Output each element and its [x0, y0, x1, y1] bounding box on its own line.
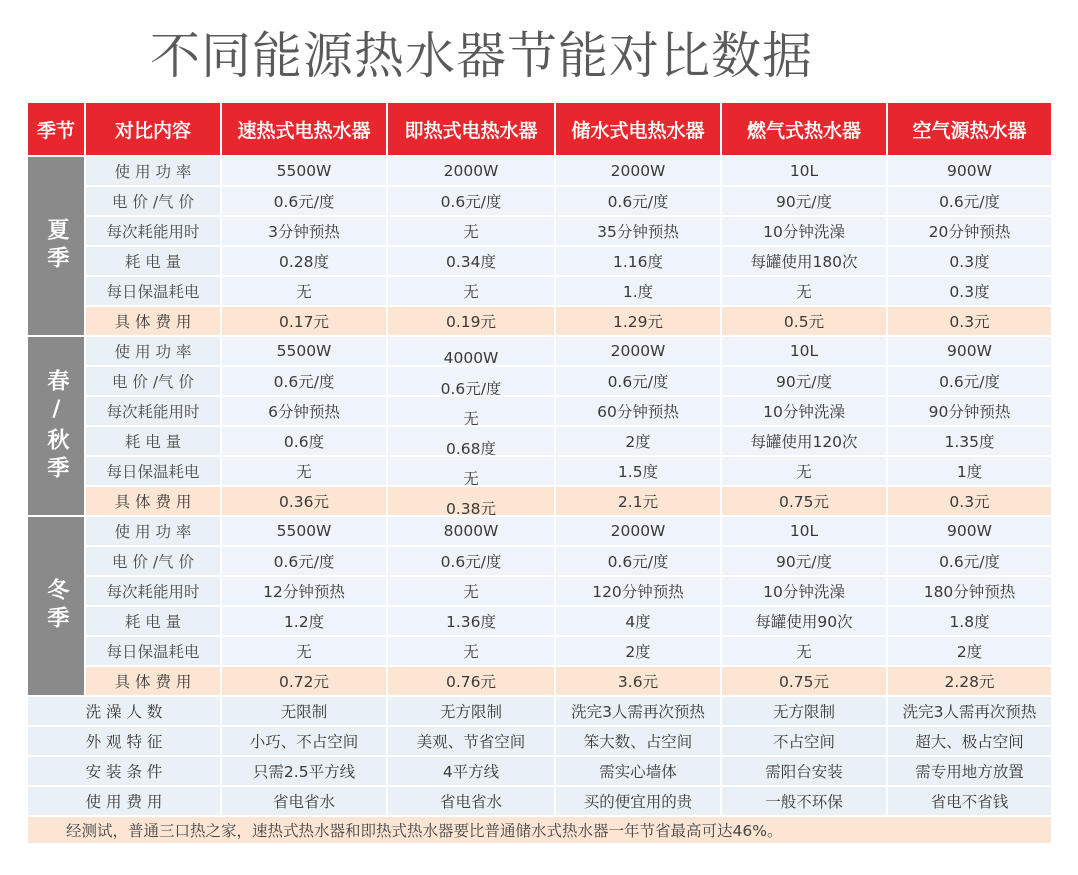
header-cell: 空气源热水器	[888, 103, 1051, 155]
table-cell	[722, 307, 886, 335]
table-cell: 超大、极占空间	[888, 727, 1051, 755]
cell-value: 10L	[789, 342, 819, 360]
cell-value: 无	[296, 283, 312, 301]
table-cell	[888, 547, 1051, 575]
table-cell: 需阳台安装	[722, 757, 886, 785]
season-name: 冬季	[43, 578, 69, 634]
cell-value: 2.28元	[944, 673, 995, 691]
cell-value: 无	[463, 643, 479, 661]
cell-value: 0.76元	[445, 673, 496, 691]
cell-value: 2度	[625, 643, 651, 661]
cell-value: 0.6度	[283, 433, 325, 451]
table-cell	[888, 157, 1051, 185]
cell-value: 2度	[625, 433, 651, 451]
table-cell	[556, 277, 720, 305]
table-cell	[556, 547, 720, 575]
row-label: 每日保温耗电	[86, 637, 220, 665]
cell-value: 90元/度	[776, 553, 832, 571]
table-cell	[388, 637, 554, 665]
table-cell	[556, 217, 720, 245]
row-label: 每次耗能用时	[86, 577, 220, 605]
cell-value: 0.6元/度	[607, 553, 669, 571]
table-cell	[222, 487, 386, 515]
table-cell	[388, 397, 554, 425]
table-cell	[222, 547, 386, 575]
table-cell: 不占空间	[722, 727, 886, 755]
table-cell	[556, 427, 720, 455]
table-cell	[222, 517, 386, 545]
cell-value: 1.35度	[944, 433, 995, 451]
row-label: 每日保温耗电	[86, 457, 220, 485]
table-cell	[556, 247, 720, 275]
table-cell	[388, 607, 554, 635]
header-cell: 即热式电热水器	[388, 103, 554, 155]
cell-value: 0.6元/度	[607, 193, 669, 211]
cell-value: 1.8度	[949, 613, 990, 631]
cell-value: 90元/度	[776, 373, 832, 391]
table-cell: 省电不省钱	[888, 787, 1051, 815]
table-cell	[222, 397, 386, 425]
cell-value: 1度	[956, 463, 983, 481]
table-cell	[888, 517, 1051, 545]
cell-value: 无	[463, 583, 479, 601]
table-cell	[222, 637, 386, 665]
cell-value: 6分钟预热	[268, 403, 340, 421]
cell-value: 900W	[947, 162, 992, 180]
table-cell	[388, 367, 554, 395]
extra-row-label: 外 观 特 征	[28, 727, 220, 755]
table-cell	[388, 157, 554, 185]
table-cell	[222, 307, 386, 335]
cell-value: 0.28度	[278, 253, 329, 271]
table-cell	[722, 397, 886, 425]
table-cell	[556, 367, 720, 395]
table-cell: 洗完3人需再次预热	[556, 697, 720, 725]
cell-value: 每罐使用120次	[750, 433, 858, 451]
table-cell: 笨大数、占空间	[556, 727, 720, 755]
table-cell: 省电省水	[222, 787, 386, 815]
table-cell: 4平方线	[388, 757, 554, 785]
table-cell	[222, 277, 386, 305]
cell-value: 0.6元/度	[939, 373, 1000, 391]
footnote: 经测试，普通三口热之家，速热式热水器和即热式热水器要比普通储水式热水器一年节省最高可达46%。	[28, 817, 1051, 843]
cell-value: 5500W	[276, 522, 332, 540]
header-cell: 储水式电热水器	[556, 103, 720, 155]
extra-row-label: 洗 澡 人 数	[28, 697, 220, 725]
cell-value: 90元/度	[776, 193, 832, 211]
cell-value: 900W	[947, 342, 992, 360]
table-cell	[222, 457, 386, 485]
table-cell	[722, 187, 886, 215]
table-cell	[222, 157, 386, 185]
table-cell	[722, 457, 886, 485]
header-cell: 季节	[28, 103, 84, 155]
cell-value: 0.6元/度	[440, 193, 502, 211]
table-cell: 小巧、不占空间	[222, 727, 386, 755]
table-cell	[388, 547, 554, 575]
table-cell	[388, 517, 554, 545]
cell-value: 900W	[947, 522, 992, 540]
cell-value: 无	[463, 470, 479, 485]
row-label: 耗 电 量	[86, 607, 220, 635]
cell-value: 8000W	[443, 522, 499, 540]
table-cell	[888, 637, 1051, 665]
table-cell	[722, 637, 886, 665]
table-cell	[722, 667, 886, 695]
table-cell: 无限制	[222, 697, 386, 725]
cell-value: 0.3度	[949, 253, 990, 271]
table-cell: 需专用地方放置	[888, 757, 1051, 785]
cell-value: 1.36度	[445, 613, 496, 631]
cell-value: 0.6元/度	[273, 553, 335, 571]
row-label: 使 用 功 率	[86, 517, 220, 545]
cell-value: 0.6元/度	[440, 553, 502, 571]
table-cell	[388, 667, 554, 695]
season-label	[28, 517, 84, 695]
table-cell	[888, 577, 1051, 605]
table-cell	[388, 307, 554, 335]
header-cell: 对比内容	[86, 103, 220, 155]
table-cell	[722, 487, 886, 515]
cell-value: 0.6元/度	[607, 373, 669, 391]
table-cell	[888, 487, 1051, 515]
row-label: 每次耗能用时	[86, 217, 220, 245]
table-cell	[722, 277, 886, 305]
cell-value: 0.3元	[949, 313, 990, 331]
table-cell	[722, 577, 886, 605]
table-cell	[722, 157, 886, 185]
table-cell	[222, 187, 386, 215]
cell-value: 无	[296, 463, 312, 481]
cell-value: 0.6元/度	[939, 193, 1000, 211]
cell-value: 1.29元	[612, 313, 663, 331]
table-cell	[888, 457, 1051, 485]
row-label: 耗 电 量	[86, 247, 220, 275]
table-cell	[556, 487, 720, 515]
cell-value: 3分钟预热	[268, 223, 340, 241]
table-cell: 一般不环保	[722, 787, 886, 815]
table-cell	[388, 277, 554, 305]
cell-value: 0.17元	[278, 313, 329, 331]
season-label	[28, 157, 84, 335]
table-cell	[388, 457, 554, 485]
table-cell	[556, 157, 720, 185]
row-label: 每次耗能用时	[86, 397, 220, 425]
table-cell	[888, 187, 1051, 215]
table-cell	[556, 667, 720, 695]
table-cell	[888, 337, 1051, 365]
table-cell	[722, 247, 886, 275]
cell-value: 无	[796, 283, 812, 301]
table-cell: 美观、节省空间	[388, 727, 554, 755]
table-cell	[556, 397, 720, 425]
table-cell	[556, 307, 720, 335]
cell-value: 0.5元	[783, 313, 825, 331]
table-cell	[222, 577, 386, 605]
table-cell	[388, 187, 554, 215]
table-cell	[388, 427, 554, 455]
extra-row-label: 使 用 费 用	[28, 787, 220, 815]
row-label: 使 用 功 率	[86, 337, 220, 365]
table-cell: 省电省水	[388, 787, 554, 815]
table-cell: 需实心墙体	[556, 757, 720, 785]
cell-value: 0.19元	[445, 313, 496, 331]
cell-value: 0.75元	[778, 493, 829, 511]
row-label: 耗 电 量	[86, 427, 220, 455]
table-cell	[388, 247, 554, 275]
table-cell	[222, 337, 386, 365]
table-cell	[888, 427, 1051, 455]
cell-value: 2度	[956, 643, 983, 661]
cell-value: 10分钟洗澡	[763, 223, 845, 241]
table-cell	[722, 517, 886, 545]
table-cell	[222, 367, 386, 395]
cell-value: 1.2度	[283, 613, 325, 631]
row-label: 具 体 费 用	[86, 487, 220, 515]
table-cell	[888, 217, 1051, 245]
table-cell	[388, 487, 554, 515]
cell-value: 无	[796, 643, 812, 661]
table-cell	[556, 457, 720, 485]
header-cell: 速热式电热水器	[222, 103, 386, 155]
row-label: 具 体 费 用	[86, 667, 220, 695]
cell-value: 0.6元/度	[273, 193, 335, 211]
cell-value: 1.度	[622, 283, 654, 301]
cell-value: 0.38元	[445, 500, 496, 515]
row-label: 每日保温耗电	[86, 277, 220, 305]
cell-value: 1.5度	[617, 463, 659, 481]
cell-value: 180分钟预热	[923, 583, 1016, 601]
table-cell: 无方限制	[388, 697, 554, 725]
table-cell	[888, 307, 1051, 335]
table-cell: 洗完3人需再次预热	[888, 697, 1051, 725]
table-cell	[222, 667, 386, 695]
table-cell	[888, 247, 1051, 275]
cell-value: 35分钟预热	[597, 223, 679, 241]
page-title: 不同能源热水器节能对比数据	[150, 27, 813, 85]
row-label: 电 价 /气 价	[86, 367, 220, 395]
cell-value: 无	[463, 223, 479, 241]
season-label	[28, 337, 84, 515]
table-cell	[888, 397, 1051, 425]
cell-value: 10L	[789, 162, 819, 180]
table-cell	[222, 427, 386, 455]
table-cell	[388, 217, 554, 245]
table-cell	[722, 337, 886, 365]
cell-value: 0.3元	[949, 493, 990, 511]
table-cell	[888, 607, 1051, 635]
cell-value: 5500W	[276, 162, 332, 180]
cell-value: 0.6元/度	[440, 380, 502, 395]
cell-value: 5500W	[276, 342, 332, 360]
cell-value: 20分钟预热	[928, 223, 1011, 241]
table-cell	[888, 667, 1051, 695]
season-name: 春/秋季	[43, 368, 69, 484]
header-cell: 燃气式热水器	[722, 103, 886, 155]
cell-value: 0.3度	[949, 283, 990, 301]
cell-value: 10分钟洗澡	[763, 583, 845, 601]
table-cell	[222, 217, 386, 245]
cell-value: 无	[296, 643, 312, 661]
cell-value: 0.36元	[278, 493, 329, 511]
table-cell	[556, 577, 720, 605]
cell-value: 无	[463, 283, 479, 301]
cell-value: 0.6元/度	[939, 553, 1000, 571]
table-cell	[722, 547, 886, 575]
table-cell	[388, 577, 554, 605]
season-name: 夏季	[43, 218, 69, 274]
cell-value: 10L	[789, 522, 819, 540]
cell-value: 1.16度	[612, 253, 663, 271]
cell-value: 12分钟预热	[263, 583, 345, 601]
table-cell	[388, 337, 554, 365]
table-cell	[556, 637, 720, 665]
table-cell	[556, 187, 720, 215]
table-cell: 买的便宜用的贵	[556, 787, 720, 815]
cell-value: 4度	[625, 613, 651, 631]
row-label: 具 体 费 用	[86, 307, 220, 335]
cell-value: 2000W	[610, 342, 666, 360]
table-cell	[722, 367, 886, 395]
comparison-table	[28, 103, 1051, 843]
table-cell	[722, 217, 886, 245]
row-label: 电 价 /气 价	[86, 547, 220, 575]
cell-value: 无	[796, 463, 812, 481]
table-cell	[888, 277, 1051, 305]
table-cell	[888, 367, 1051, 395]
table-cell	[222, 247, 386, 275]
cell-value: 10分钟洗澡	[763, 403, 845, 421]
cell-value: 4000W	[443, 349, 499, 365]
cell-value: 2000W	[610, 522, 666, 540]
table-cell	[722, 427, 886, 455]
cell-value: 每罐使用180次	[750, 253, 858, 271]
extra-row-label: 安 装 条 件	[28, 757, 220, 785]
cell-value: 0.6元/度	[273, 373, 335, 391]
cell-value: 每罐使用90次	[755, 613, 853, 631]
cell-value: 0.34度	[445, 253, 496, 271]
cell-value: 无	[463, 410, 479, 425]
cell-value: 2000W	[443, 162, 499, 180]
cell-value: 2.1元	[617, 493, 659, 511]
table-cell: 只需2.5平方线	[222, 757, 386, 785]
cell-value: 0.72元	[278, 673, 329, 691]
table-cell	[556, 517, 720, 545]
cell-value: 90分钟预热	[928, 403, 1011, 421]
row-label: 电 价 /气 价	[86, 187, 220, 215]
table-cell: 无方限制	[722, 697, 886, 725]
cell-value: 0.68度	[445, 440, 496, 455]
row-label: 使 用 功 率	[86, 157, 220, 185]
table-cell	[722, 607, 886, 635]
cell-value: 2000W	[610, 162, 666, 180]
cell-value: 120分钟预热	[592, 583, 684, 601]
table-cell	[556, 337, 720, 365]
cell-value: 0.75元	[778, 673, 829, 691]
cell-value: 60分钟预热	[597, 403, 679, 421]
table-cell	[222, 607, 386, 635]
table-cell	[556, 607, 720, 635]
cell-value: 3.6元	[617, 673, 659, 691]
